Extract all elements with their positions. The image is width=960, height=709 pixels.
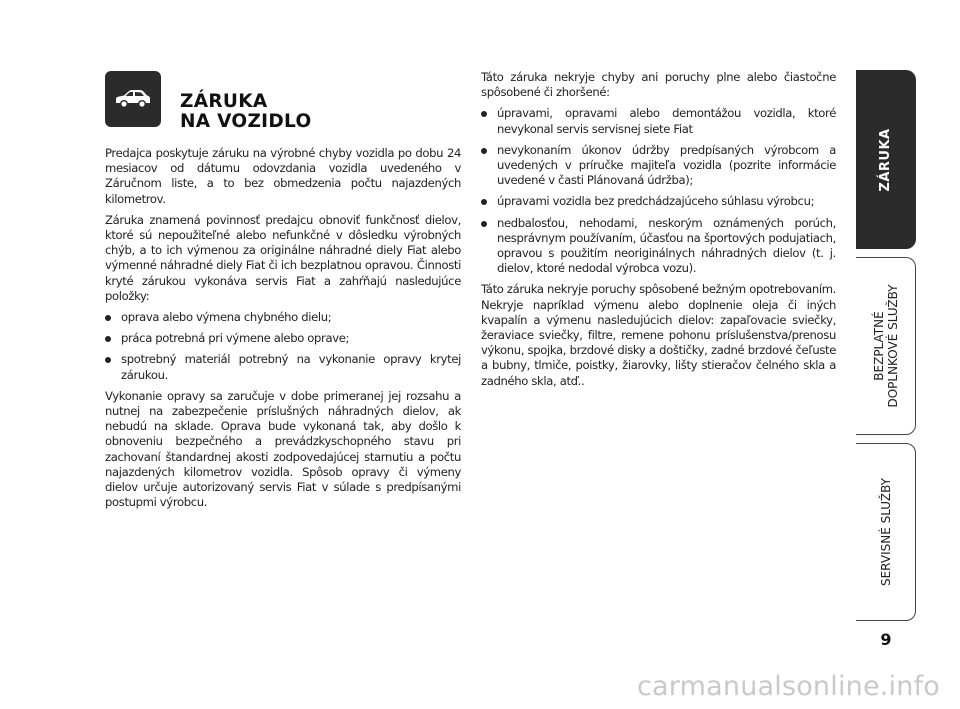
left-column bbox=[105, 146, 461, 516]
paragraph: Táto záruka nekryje poruchy spôsobené bežným opotrebovaním. Nekryje napríklad výmenu alebo doplnenie oleja či iných kvapalín a výmenu nasledujúcich dielov: zapaľovacie sviečky, žeraviace sviečky, filtre, remene pohonu príslušenstva/prenosu výkonu, spojka, brzdové disky a doštičky, zadné brzdové čeľuste a bubny, tlmiče, poistky, žiarovky, lišty stieračov čelného skla a zadného skla, atď.. bbox=[481, 282, 836, 388]
list-item: oprava alebo výmena chybného dielu; bbox=[105, 310, 461, 325]
tab-bezplatne-doplnkove-sluzby[interactable] bbox=[856, 257, 916, 435]
car-icon bbox=[105, 71, 161, 127]
watermark: carmanualsonline.info bbox=[637, 671, 940, 702]
list-item: úpravami vozidla bez predchádzajúceho súhlasu výrobcu; bbox=[481, 194, 836, 209]
section-title-line2: NA VOZIDLO bbox=[180, 111, 312, 132]
car-icon-graphic bbox=[113, 87, 153, 111]
list-item: práca potrebná pri výmene alebo oprave; bbox=[105, 331, 461, 346]
bullet-list bbox=[481, 106, 836, 276]
section-title-line1: ZÁRUKA bbox=[180, 91, 268, 112]
bullet-list bbox=[105, 310, 461, 383]
tab-zaruka[interactable] bbox=[856, 70, 916, 249]
list-item: nedbalosťou, nehodami, neskorým oznámených porúch, nesprávnym používaním, účasťou na športových podujatiach, opravou s použitím neoriginálnych náhradných dielov (t. j. dielov, ktoré nedodal výrobca vozu). bbox=[481, 216, 836, 277]
paragraph: Predajca poskytuje záruku na výrobné chyby vozidla po dobu 24 mesiacov od dátumu odovzdania vozidla uvedeného v Záručnom liste, a to bez obmedzenia počtu najazdených kilometrov. bbox=[105, 146, 461, 206]
list-item: spotrebný materiál potrebný na vykonanie opravy krytej zárukou. bbox=[105, 352, 461, 382]
paragraph: Záruka znamená povinnosť predajcu obnoviť funkčnosť dielov, ktoré sú nepoužiteľné alebo nefunkčné v dôsledku výrobných chýb, a to ich výmenou za originálne náhradné diely Fiat alebo výmenné náhradné diely Fiat či ich bezplatnou opravou. Činnosti kryté zárukou vykonáva servis Fiat a zahŕňajú nasledujúce položky: bbox=[105, 212, 461, 303]
tab-label-line1: BEZPLATNÉ bbox=[871, 311, 886, 381]
section-title bbox=[180, 92, 311, 132]
paragraph: Vykonanie opravy sa zaručuje v dobe primeranej jej rozsahu a nutnej na zabezpečenie príslušných náhradných dielov, ak nebudú na sklade. Oprava bude vykonaná tak, aby došlo k obnoveniu bezpečného a prevádzkyschopného stavu pri zachovaní štandardnej akosti zodpovedajúcej starnutiu a počtu najazdených kilometrov vozidla. Spôsob opravy či výmeny dielov určuje autorizovaný servis Fiat v súlade s predpísanými postupmi výrobcu. bbox=[105, 388, 461, 510]
paragraph: Táto záruka nekryje chyby ani poruchy plne alebo čiastočne spôsobené či zhoršené: bbox=[481, 70, 836, 100]
list-item: nevykonaním úkonov údržby predpísaných výrobcom a uvedených v príručke majiteľa vozidla (pozrite informácie uvedené v časti Plánovaná údržba); bbox=[481, 143, 836, 189]
list-item: úpravami, opravami alebo demontážou vozidla, ktoré nevykonal servis servisnej siete Fiat bbox=[481, 106, 836, 136]
right-column bbox=[481, 70, 836, 395]
tab-label: ZÁRUKA bbox=[877, 127, 893, 192]
tab-label-line2: DOPLNKOVÉ SLUŽBY bbox=[885, 284, 900, 408]
tab-label: SERVISNÉ SLUŽBY bbox=[878, 477, 893, 587]
page-number: 9 bbox=[880, 630, 892, 649]
tab-servisne-sluzby[interactable] bbox=[856, 443, 916, 621]
tab-label bbox=[872, 284, 900, 407]
